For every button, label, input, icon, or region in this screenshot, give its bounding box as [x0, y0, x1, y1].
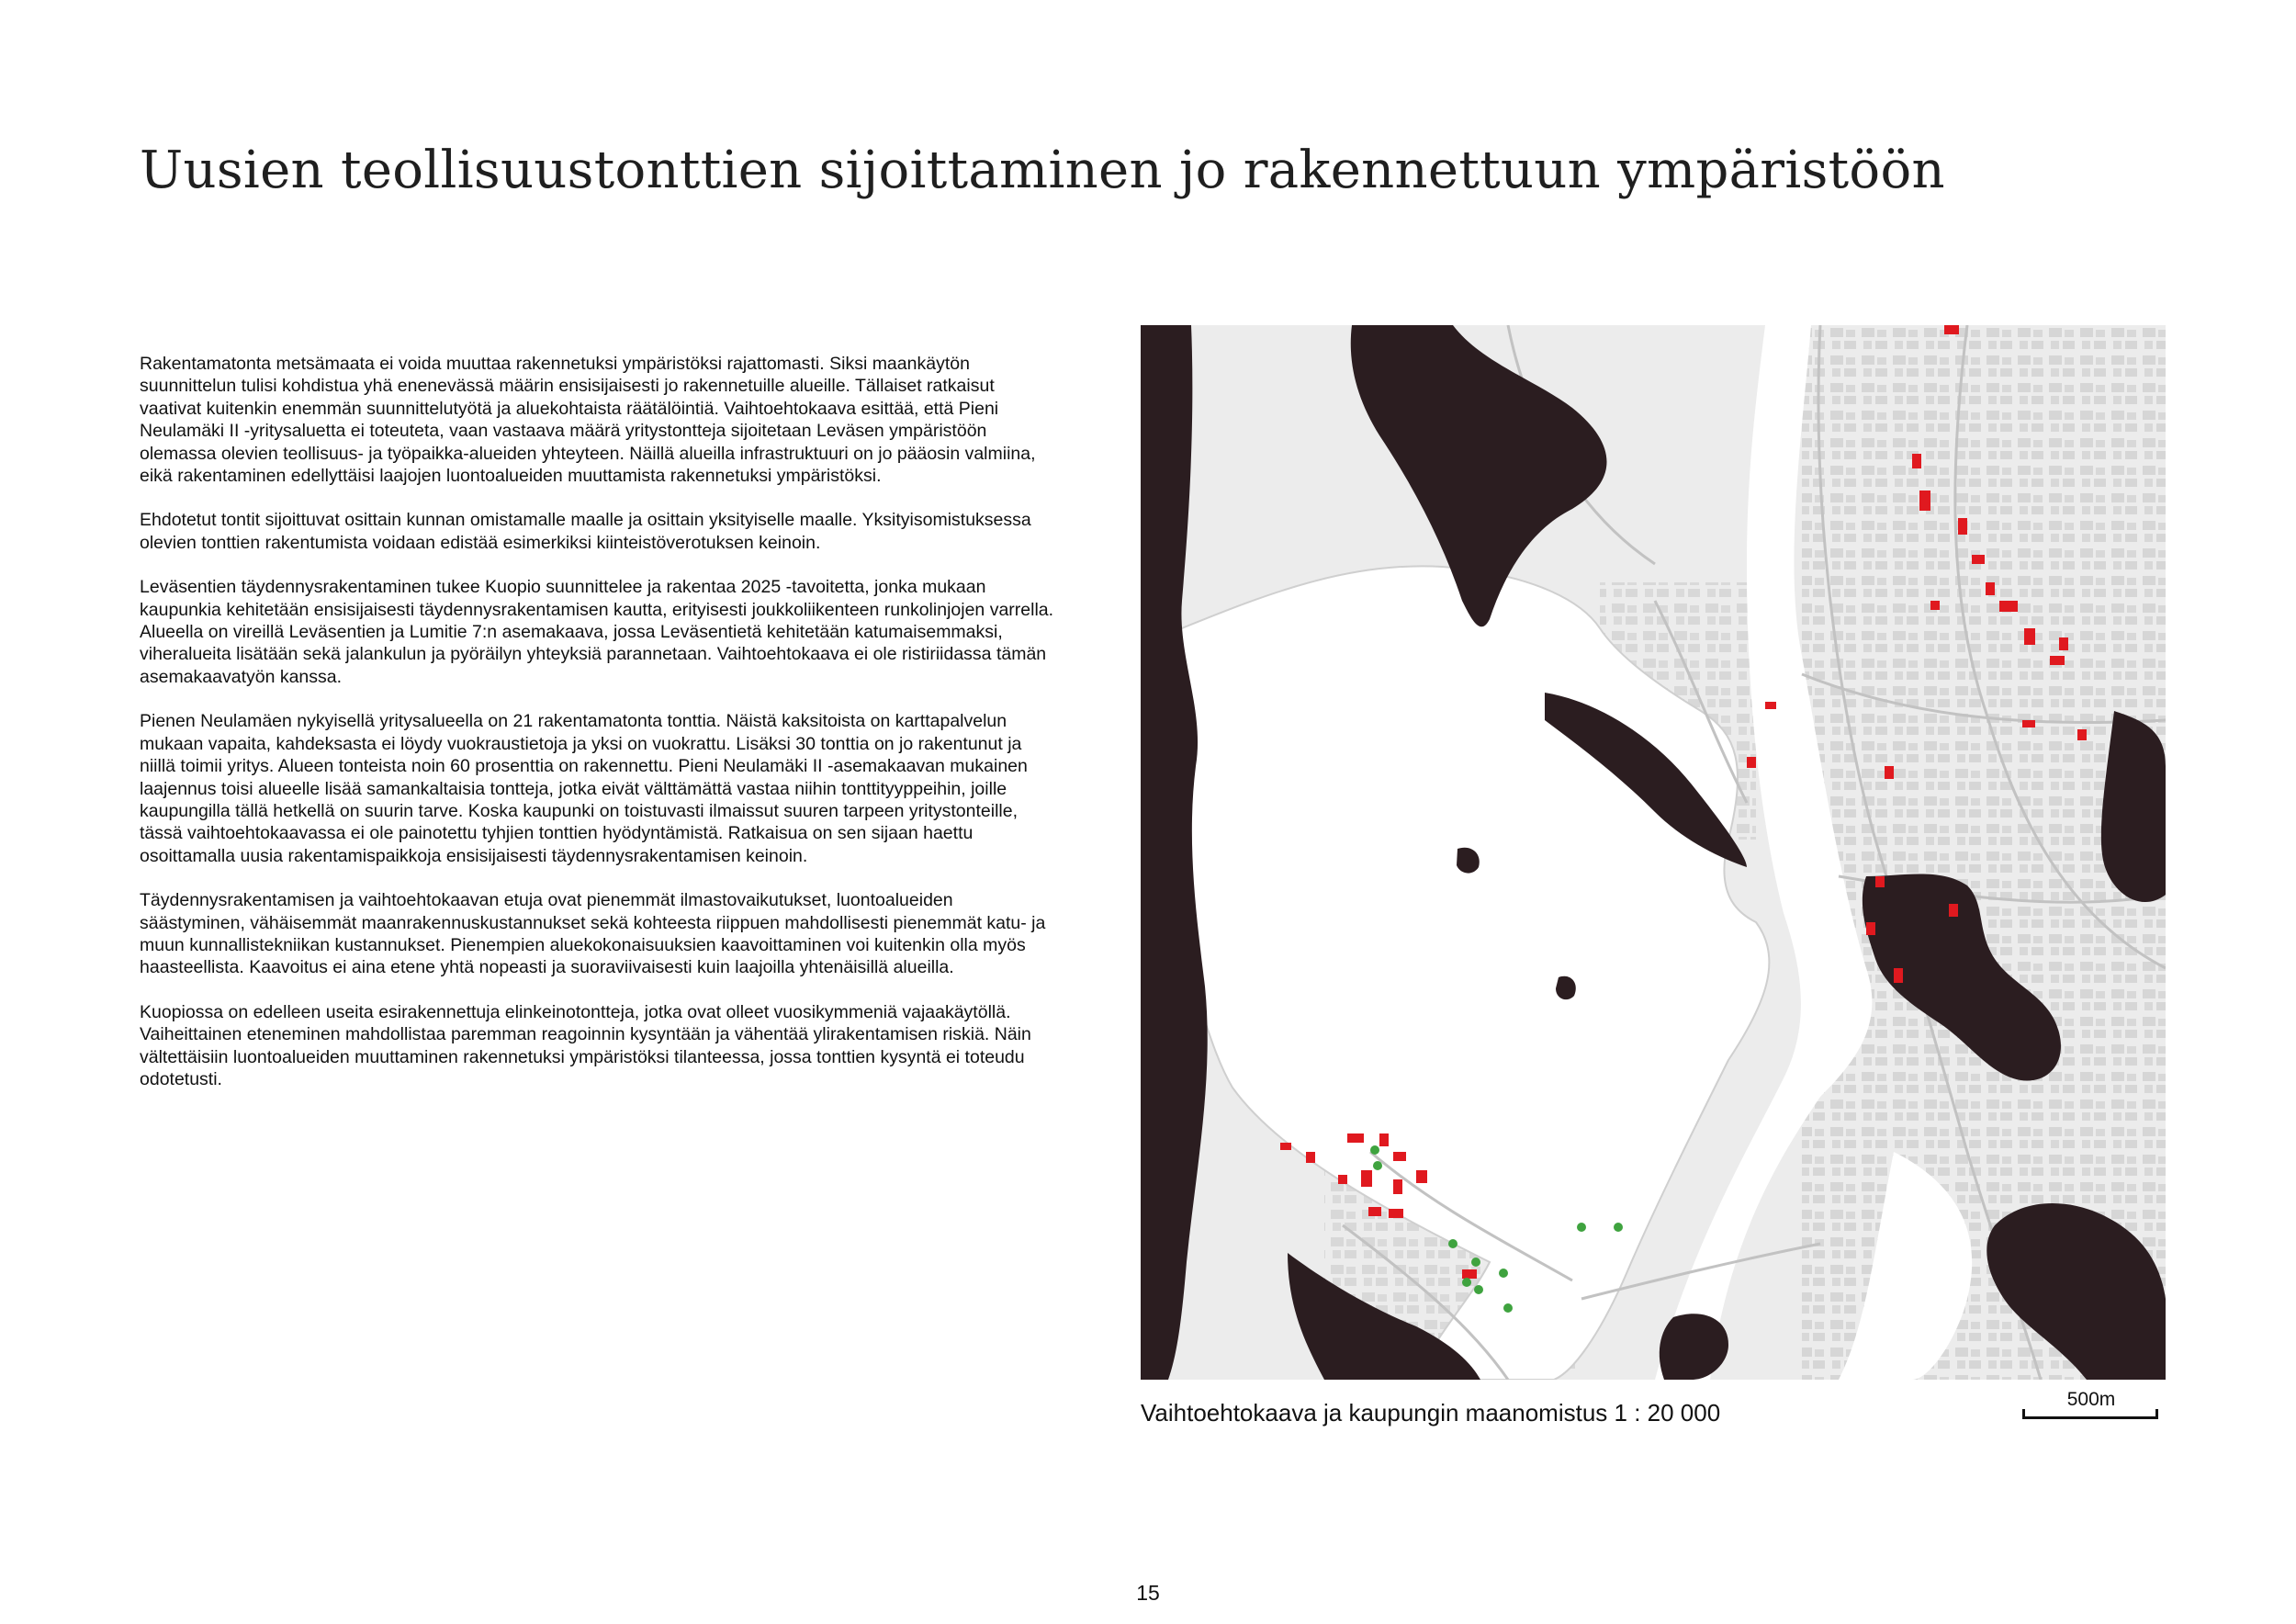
scale-line	[2022, 1416, 2156, 1419]
proposed-plot	[2077, 729, 2087, 740]
proposed-plot	[1765, 702, 1776, 709]
proposed-plot	[1368, 1207, 1381, 1216]
page-number: 15	[1136, 1581, 1160, 1605]
proposed-plot	[1912, 454, 1921, 468]
marker-dot	[1503, 1303, 1513, 1313]
proposed-plot	[1280, 1143, 1291, 1150]
proposed-plot	[1885, 766, 1894, 779]
paragraph: Leväsentien täydennysrakentaminen tukee Kuopio suunnittelee ja rakentaa 2025 -tavoitetta, jonka mukaan kaupunkia kehitetään ensisijaisesti täydennysrakentamisen kautta, erityisesti joukkoliikenteen runkolinjojen varrella. Alueella on vireillä Leväsentien ja Lumitie 7:n asemakaava, jossa Leväsentietä kehitetään katumaisemmaksi, viheralueita lisätään sekä jalankulun ja pyöräilyn yhteyksiä parannetaan. Vaihtoehtokaava ei ole ristiriidassa tämän asemakaavatyön kanssa.	[140, 577, 1054, 687]
forest-east-edge	[2101, 711, 2166, 902]
body-text	[140, 353, 1058, 1112]
proposed-plot	[1416, 1170, 1427, 1183]
map-figure	[1141, 325, 2166, 1380]
paragraph: Pienen Neulamäen nykyisellä yritysalueella on 21 rakentamatonta tonttia. Näistä kaksitoista on karttapalvelun mukaan vapaita, kahdeksasta ei löydy vuokraustietoja ja yksi on vuokrattu. Lisäksi 30 tonttia on jo rakentunut ja niillä toimii yritys. Alueen tonteista noin 60 prosenttia on rakennettu. Pieni Neulamäki II -asemakaavan mukainen laajennus toisi alueelle lisää samankaltaisia tontteja, jotka eivät välttämättä vastaa niihin tonttityyppeihin, joille kaupungilla tällä hetkellä on suurin tarve. Koska kaupunki on toistuvasti ilmaissut suuren tarpeen yritystonteille, tässä vaihtoehtokaavassa ei ole painotettu tyhjien tonttien hyödyntämistä. Ratkaisua on sen sijaan haettu osoittamalla uusia rakentamispaikkoja ensisijaisesti täydennysrakentamisen keinoin.	[140, 711, 1028, 866]
proposed-plot	[1338, 1175, 1347, 1184]
proposed-plot	[1347, 1133, 1364, 1143]
map-image	[1141, 325, 2166, 1380]
proposed-plot	[1393, 1152, 1406, 1161]
paragraph: Kuopiossa on edelleen useita esirakennettuja elinkeinotontteja, jotka ovat olleet vuosikymmeniä vajaakäytöllä. Vaiheittainen eteneminen mahdollistaa paremman reagoinnin kysyntään ja vähentää ylirakentamisen riskiä. Näin vältettäisiin luontoalueiden muuttaminen rakennetuksi ympäristöksi tilanteessa, jossa tonttien kysyntä ei toteudu odotetusti.	[140, 1001, 1031, 1089]
paragraph: Rakentamatonta metsämaata ei voida muuttaa rakennetuksi ympäristöksi rajattomasti. Siksi maankäytön suunnittelun tulisi kohdistua yhä enenevässä määrin ensisijaisesti jo rakennetuille alueille. Tällaiset ratkaisut vaativat kuitenkin enemmän suunnittelutyötä ja aluekohtaista räätälöintiä. Vaihtoehtokaava esittää, että Pieni Neulamäki II -yritysaluetta ei toteuteta, vaan vastaava määrä yritystontteja sijoitetaan Leväsen ympäristöön olemassa olevien teollisuus- ja työpaikka-alueiden yhteyteen. Näillä alueilla infrastruktuuri on jo pääosin valmiina, eikä rakentaminen edellyttäisi laajojen luontoalueiden muuttamista rakennetuksi ympäristöksi.	[140, 354, 1036, 487]
scale-bar	[2020, 1389, 2162, 1422]
proposed-plot	[1361, 1170, 1372, 1187]
proposed-plot	[1379, 1133, 1389, 1146]
marker-dot	[1471, 1257, 1480, 1267]
marker-dot	[1499, 1269, 1508, 1278]
proposed-plot	[1958, 518, 1967, 535]
proposed-plot	[1747, 757, 1756, 768]
scale-tick	[2022, 1409, 2025, 1419]
proposed-plot	[1306, 1152, 1315, 1163]
proposed-plot	[1875, 876, 1885, 887]
scale-tick	[2155, 1409, 2158, 1419]
marker-dot	[1370, 1145, 1379, 1155]
proposed-plot	[1462, 1269, 1477, 1279]
page-title: Uusien teollisuustonttien sijoittaminen jo rakennettuun ympäristöön	[140, 141, 1945, 200]
paragraph: Täydennysrakentamisen ja vaihtoehtokaavan etuja ovat pienemmät ilmastovaikutukset, luontoalueiden säästyminen, vähäisemmät maanrakennuskustannukset sekä kohteesta riippuen mahdollisesti pienemmät katu- ja muun kunnallistekniikan kustannukset. Pienempien aluekokonaisuuksien kaavoittaminen voi kuitenkin olla myös haasteellista. Kaavoitus ei aina etene yhtä nopeasti ja suoraviivaisesti kuin laajoilla yhtenäisillä alueilla.	[140, 890, 1046, 978]
proposed-plot	[1999, 601, 2018, 612]
marker-dot	[1462, 1278, 1471, 1287]
proposed-plot	[2022, 720, 2035, 727]
proposed-plot	[1986, 582, 1995, 595]
proposed-plot	[1389, 1209, 1403, 1218]
scale-label: 500m	[2066, 1389, 2116, 1410]
marker-dot	[1373, 1161, 1382, 1170]
proposed-plot	[2024, 628, 2035, 645]
proposed-plot	[1866, 922, 1875, 935]
proposed-plot	[1972, 555, 1985, 564]
proposed-plot	[1919, 491, 1930, 511]
proposed-plot	[1944, 325, 1959, 334]
proposed-plot	[2059, 637, 2068, 650]
marker-dot	[1614, 1223, 1623, 1232]
marker-dot	[1474, 1285, 1483, 1294]
marker-dot	[1577, 1223, 1586, 1232]
proposed-plot	[2050, 656, 2065, 665]
proposed-plot	[1894, 968, 1903, 983]
map-caption: Vaihtoehtokaava ja kaupungin maanomistus 1 : 20 000	[1141, 1399, 1721, 1427]
paragraph: Ehdotetut tontit sijoittuvat osittain kunnan omistamalle maalle ja osittain yksityiselle maalle. Yksityisomistuksessa olevien tonttien rakentumista voidaan edistää esimerkiksi kiinteistöverotuksen keinoin.	[140, 510, 1031, 553]
proposed-plot	[1949, 904, 1958, 917]
proposed-plot	[1930, 601, 1940, 610]
proposed-plot	[1393, 1179, 1402, 1194]
marker-dot	[1448, 1239, 1458, 1248]
